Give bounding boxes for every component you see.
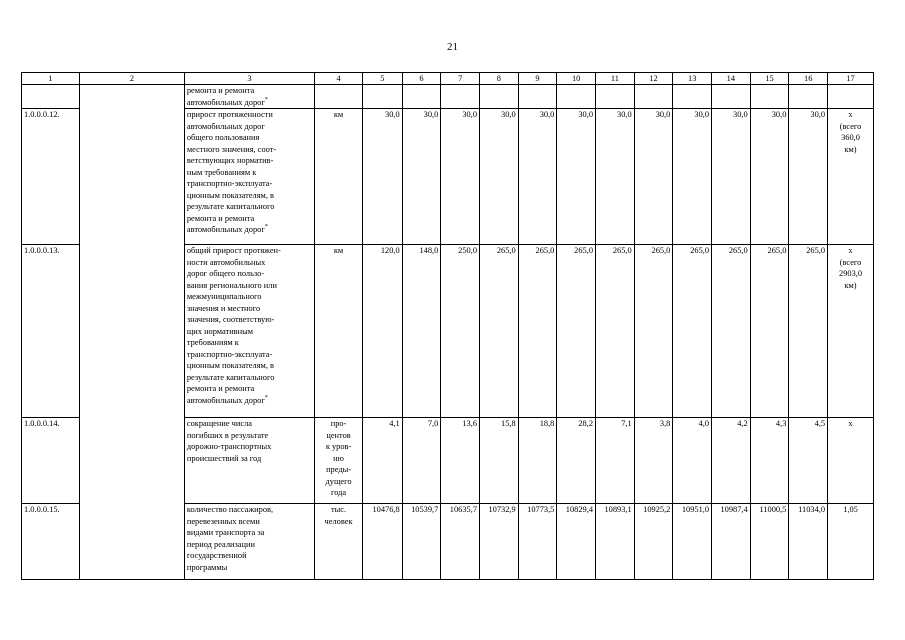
value-cell: 10476,8 [362,504,402,580]
value-cell: 148,0 [402,245,441,418]
description-text: прирост протяженности автомобильных дорог общего пользования местного значения, соот- ветствующих норматив- ным требованиям к транспортно-эксплуата- ционным показателям, в результате капитального ремонта и ремонта автомобильных дорог [186,110,277,234]
code-cell: 1.0.0.0.13. [22,245,80,418]
continuation-row [22,85,874,109]
value-cell: 10635,7 [441,504,480,580]
header-cell: 3 [184,73,314,85]
description-cell [184,245,314,418]
group-cell [80,504,185,580]
description-cell [184,109,314,245]
value-cell: 30,0 [673,109,712,245]
value-cell: 30,0 [480,109,519,245]
total-cell: x (всего 360,0 км) [828,109,874,245]
description-text: сокращение числа погибших в результате дорожно-транспортных происшествий за год [186,419,272,463]
value-cell: 10951,0 [673,504,712,580]
header-cell: 13 [673,73,712,85]
description-text: количество пассажиров, перевезенных всеми видами транспорта за период реализации государственной программы [186,505,274,572]
value-cell: 265,0 [518,245,557,418]
value-cell: 265,0 [480,245,519,418]
header-cell: 14 [712,73,751,85]
value-cell: 30,0 [596,109,635,245]
value-cell: 30,0 [518,109,557,245]
code-cell: 1.0.0.0.15. [22,504,80,580]
header-cell: 2 [80,73,185,85]
footnote-mark: * [264,96,268,103]
value-cell: 30,0 [634,109,673,245]
value-cell: 265,0 [596,245,635,418]
indicators-table [21,72,874,580]
value-cell: 265,0 [789,245,828,418]
value-cell: 250,0 [441,245,480,418]
description-cell [184,85,314,109]
header-cell: 6 [402,73,441,85]
value-cell: 28,2 [557,418,596,504]
value-cell: 265,0 [673,245,712,418]
value-cell: 7,1 [596,418,635,504]
value-cell: 7,0 [402,418,441,504]
header-cell: 10 [557,73,596,85]
footnote-mark: * [264,224,268,230]
value-cell: 30,0 [557,109,596,245]
value-cell: 265,0 [750,245,789,418]
header-cell: 7 [441,73,480,85]
value-cell: 11034,0 [789,504,828,580]
header-cell: 1 [22,73,80,85]
unit-cell: км [315,109,363,245]
description-text: общий прирост протяжен- ности автомобильных дорог общего пользо- вания регионального или межмуниципального значения и местного значения, соответствую- щих нормативным требованиям к транспортно-эксплуата- ционным показателям, в результате капитального ремонта и ремонта автомобильных дорог [186,246,281,405]
value-cell: 10893,1 [596,504,635,580]
header-cell: 12 [634,73,673,85]
description-cell [184,418,314,504]
group-cell [80,245,185,418]
unit-cell: км [315,245,363,418]
group-cell [80,109,185,245]
code-cell: 1.0.0.0.14. [22,418,80,504]
unit-cell [315,85,363,109]
header-cell: 8 [480,73,519,85]
table-row [22,504,874,580]
table-row [22,245,874,418]
value-cell: 120,0 [362,245,402,418]
table-row [22,109,874,245]
value-cell: 4,5 [789,418,828,504]
value-cell: 4,0 [673,418,712,504]
value-cell: 265,0 [712,245,751,418]
unit-cell: тыс. человек [315,504,363,580]
value-cell: 30,0 [712,109,751,245]
value-cell: 18,8 [518,418,557,504]
value-cell: 10539,7 [402,504,441,580]
value-cell: 4,3 [750,418,789,504]
value-cell: 30,0 [789,109,828,245]
group-cell [80,85,185,109]
value-cell: 30,0 [402,109,441,245]
group-cell [80,418,185,504]
value-cell: 10987,4 [712,504,751,580]
value-cell: 13,6 [441,418,480,504]
total-cell: 1,05 [828,504,874,580]
value-cell: 10773,5 [518,504,557,580]
page-number: 21 [447,41,458,53]
header-cell: 5 [362,73,402,85]
header-cell: 4 [315,73,363,85]
value-cell: 3,8 [634,418,673,504]
code-cell: 1.0.0.0.12. [22,109,80,245]
unit-cell: про- центов к уров- ню преды- дущего года [315,418,363,504]
total-cell: x [828,418,874,504]
value-cell: 30,0 [750,109,789,245]
value-cell: 265,0 [557,245,596,418]
header-row [22,73,874,85]
value-cell: 30,0 [441,109,480,245]
footnote-mark: * [264,394,268,401]
value-cell: 265,0 [634,245,673,418]
value-cell: 4,2 [712,418,751,504]
header-cell: 17 [828,73,874,85]
description-text: ремонта и ремонта автомобильных дорог [186,86,265,107]
header-cell: 9 [518,73,557,85]
value-cell: 10925,2 [634,504,673,580]
description-cell [184,504,314,580]
header-cell: 11 [596,73,635,85]
value-cell: 11000,5 [750,504,789,580]
value-cell: 4,1 [362,418,402,504]
header-cell: 16 [789,73,828,85]
header-cell: 15 [750,73,789,85]
total-cell: x (всего 2903,0 км) [828,245,874,418]
value-cell: 15,8 [480,418,519,504]
value-cell: 10829,4 [557,504,596,580]
value-cell: 30,0 [362,109,402,245]
table-row [22,418,874,504]
code-cell [22,85,80,109]
value-cell: 10732,9 [480,504,519,580]
